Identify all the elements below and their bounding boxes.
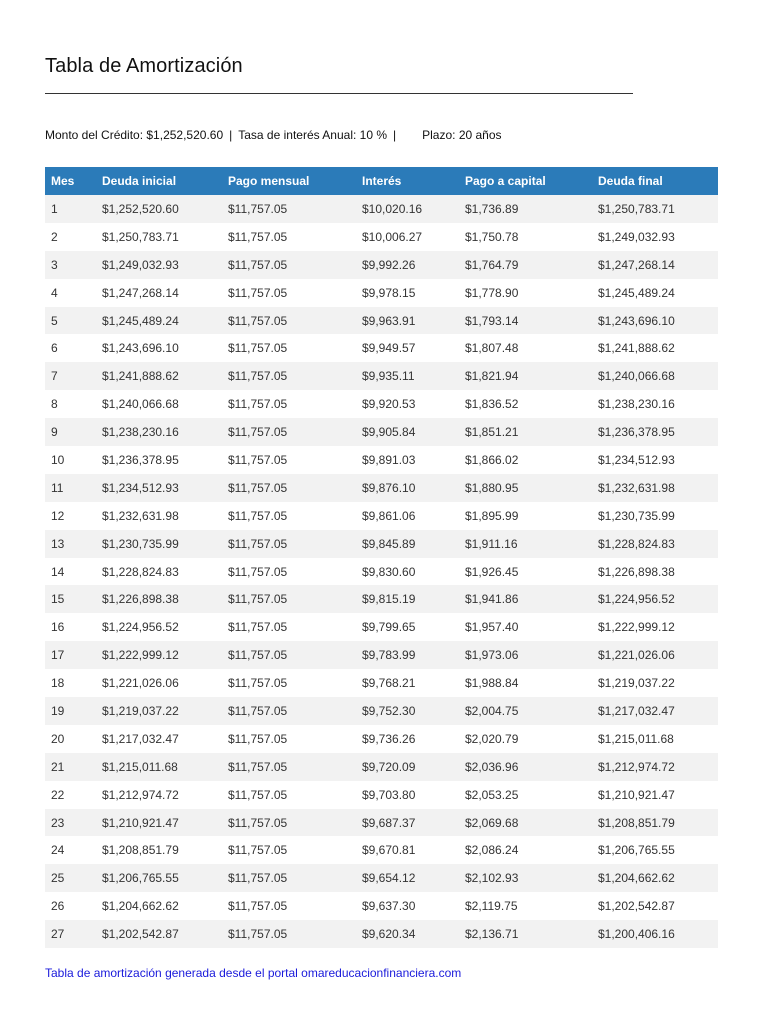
cell-mes: 22 [45,781,96,809]
cell-deuda-final: $1,202,542.87 [592,892,718,920]
cell-pago-capital: $1,750.78 [459,223,592,251]
cell-pago-capital: $1,821.94 [459,362,592,390]
cell-interes: $9,768.21 [356,669,459,697]
cell-deuda-inicial: $1,212,974.72 [96,781,222,809]
column-header-deuda-final: Deuda final [592,167,718,195]
cell-deuda-final: $1,212,974.72 [592,753,718,781]
table-row [45,836,718,864]
table-row [45,307,718,335]
cell-pago-mensual: $11,757.05 [222,530,356,558]
table-row [45,753,718,781]
cell-mes: 13 [45,530,96,558]
table-row [45,585,718,613]
cell-pago-mensual: $11,757.05 [222,585,356,613]
table-row [45,362,718,390]
title-divider [45,93,633,94]
cell-mes: 17 [45,641,96,669]
cell-pago-mensual: $11,757.05 [222,195,356,223]
cell-deuda-inicial: $1,217,032.47 [96,725,222,753]
cell-pago-capital: $2,086.24 [459,836,592,864]
cell-interes: $9,703.80 [356,781,459,809]
cell-pago-mensual: $11,757.05 [222,697,356,725]
summary-separator: | [393,128,397,142]
cell-mes: 4 [45,279,96,307]
cell-mes: 7 [45,362,96,390]
cell-deuda-final: $1,243,696.10 [592,307,718,335]
cell-mes: 27 [45,920,96,948]
table-row [45,809,718,837]
cell-pago-mensual: $11,757.05 [222,864,356,892]
cell-mes: 11 [45,474,96,502]
cell-deuda-inicial: $1,221,026.06 [96,669,222,697]
cell-mes: 19 [45,697,96,725]
table-row [45,502,718,530]
cell-pago-mensual: $11,757.05 [222,334,356,362]
cell-interes: $9,949.57 [356,334,459,362]
cell-pago-mensual: $11,757.05 [222,418,356,446]
table-row [45,641,718,669]
table-row [45,334,718,362]
cell-deuda-inicial: $1,204,662.62 [96,892,222,920]
table-row [45,669,718,697]
cell-pago-mensual: $11,757.05 [222,641,356,669]
cell-pago-capital: $1,895.99 [459,502,592,530]
cell-deuda-final: $1,247,268.14 [592,251,718,279]
cell-deuda-final: $1,219,037.22 [592,669,718,697]
summary-separator: | [229,128,233,142]
cell-pago-capital: $1,778.90 [459,279,592,307]
cell-mes: 25 [45,864,96,892]
cell-deuda-final: $1,217,032.47 [592,697,718,725]
cell-interes: $9,861.06 [356,502,459,530]
cell-pago-mensual: $11,757.05 [222,390,356,418]
table-row [45,920,718,948]
cell-pago-capital: $1,836.52 [459,390,592,418]
cell-deuda-final: $1,249,032.93 [592,223,718,251]
cell-deuda-inicial: $1,250,783.71 [96,223,222,251]
cell-pago-mensual: $11,757.05 [222,251,356,279]
cell-mes: 6 [45,334,96,362]
cell-deuda-inicial: $1,210,921.47 [96,809,222,837]
cell-mes: 18 [45,669,96,697]
cell-mes: 10 [45,446,96,474]
cell-deuda-inicial: $1,243,696.10 [96,334,222,362]
cell-deuda-final: $1,224,956.52 [592,585,718,613]
cell-deuda-final: $1,228,824.83 [592,530,718,558]
cell-pago-capital: $2,069.68 [459,809,592,837]
table-row [45,864,718,892]
cell-deuda-final: $1,222,999.12 [592,613,718,641]
source-link[interactable]: Tabla de amortización generada desde el portal omareducacionfinanciera.com [45,966,462,980]
cell-deuda-final: $1,238,230.16 [592,390,718,418]
cell-deuda-inicial: $1,245,489.24 [96,307,222,335]
cell-deuda-final: $1,230,735.99 [592,502,718,530]
table-header [45,167,718,195]
cell-deuda-inicial: $1,234,512.93 [96,474,222,502]
cell-deuda-inicial: $1,202,542.87 [96,920,222,948]
cell-deuda-final: $1,250,783.71 [592,195,718,223]
cell-deuda-final: $1,234,512.93 [592,446,718,474]
table-row [45,390,718,418]
cell-interes: $9,670.81 [356,836,459,864]
cell-deuda-final: $1,232,631.98 [592,474,718,502]
cell-interes: $9,687.37 [356,809,459,837]
table-row [45,725,718,753]
cell-mes: 5 [45,307,96,335]
cell-mes: 12 [45,502,96,530]
cell-interes: $9,783.99 [356,641,459,669]
table-row [45,892,718,920]
cell-interes: $9,845.89 [356,530,459,558]
cell-pago-capital: $1,793.14 [459,307,592,335]
cell-deuda-final: $1,236,378.95 [592,418,718,446]
cell-interes: $9,978.15 [356,279,459,307]
table-row [45,474,718,502]
table-row [45,418,718,446]
table-row [45,446,718,474]
cell-pago-capital: $1,807.48 [459,334,592,362]
cell-mes: 26 [45,892,96,920]
cell-deuda-inicial: $1,208,851.79 [96,836,222,864]
cell-deuda-inicial: $1,215,011.68 [96,753,222,781]
cell-deuda-inicial: $1,228,824.83 [96,558,222,586]
cell-pago-capital: $2,102.93 [459,864,592,892]
cell-deuda-final: $1,200,406.16 [592,920,718,948]
table-row [45,697,718,725]
cell-interes: $9,720.09 [356,753,459,781]
cell-deuda-inicial: $1,247,268.14 [96,279,222,307]
cell-pago-capital: $2,004.75 [459,697,592,725]
table-row [45,251,718,279]
cell-deuda-final: $1,204,662.62 [592,864,718,892]
cell-pago-capital: $1,851.21 [459,418,592,446]
cell-pago-mensual: $11,757.05 [222,558,356,586]
cell-deuda-inicial: $1,222,999.12 [96,641,222,669]
cell-interes: $9,935.11 [356,362,459,390]
cell-pago-capital: $2,036.96 [459,753,592,781]
cell-pago-mensual: $11,757.05 [222,781,356,809]
cell-deuda-final: $1,241,888.62 [592,334,718,362]
cell-mes: 15 [45,585,96,613]
cell-interes: $9,799.65 [356,613,459,641]
table-body [45,195,718,948]
cell-deuda-final: $1,226,898.38 [592,558,718,586]
cell-mes: 20 [45,725,96,753]
cell-pago-capital: $1,866.02 [459,446,592,474]
cell-pago-capital: $1,957.40 [459,613,592,641]
cell-mes: 8 [45,390,96,418]
cell-deuda-inicial: $1,240,066.68 [96,390,222,418]
column-header-pago-capital: Pago a capital [459,167,592,195]
column-header-mes: Mes [45,167,96,195]
cell-pago-mensual: $11,757.05 [222,669,356,697]
cell-mes: 24 [45,836,96,864]
cell-interes: $10,006.27 [356,223,459,251]
loan-term: Plazo: 20 años [422,128,502,142]
cell-pago-capital: $1,973.06 [459,641,592,669]
cell-pago-mensual: $11,757.05 [222,502,356,530]
cell-interes: $9,920.53 [356,390,459,418]
cell-pago-capital: $2,053.25 [459,781,592,809]
cell-deuda-inicial: $1,224,956.52 [96,613,222,641]
table-row [45,558,718,586]
table-row [45,613,718,641]
cell-deuda-final: $1,221,026.06 [592,641,718,669]
cell-deuda-inicial: $1,249,032.93 [96,251,222,279]
cell-mes: 3 [45,251,96,279]
cell-deuda-inicial: $1,219,037.22 [96,697,222,725]
cell-deuda-inicial: $1,241,888.62 [96,362,222,390]
header-row [45,167,718,195]
cell-mes: 2 [45,223,96,251]
cell-deuda-final: $1,206,765.55 [592,836,718,864]
cell-deuda-inicial: $1,226,898.38 [96,585,222,613]
cell-mes: 23 [45,809,96,837]
cell-deuda-inicial: $1,252,520.60 [96,195,222,223]
page-title: Tabla de Amortización [45,55,243,77]
cell-pago-capital: $1,911.16 [459,530,592,558]
column-header-deuda-inicial: Deuda inicial [96,167,222,195]
table-row [45,279,718,307]
cell-interes: $9,752.30 [356,697,459,725]
cell-pago-mensual: $11,757.05 [222,809,356,837]
cell-interes: $9,876.10 [356,474,459,502]
cell-interes: $10,020.16 [356,195,459,223]
cell-deuda-final: $1,240,066.68 [592,362,718,390]
cell-interes: $9,830.60 [356,558,459,586]
cell-mes: 14 [45,558,96,586]
cell-interes: $9,620.34 [356,920,459,948]
cell-deuda-inicial: $1,236,378.95 [96,446,222,474]
table-row [45,223,718,251]
cell-deuda-inicial: $1,238,230.16 [96,418,222,446]
annual-interest-rate: Tasa de interés Anual: 10 % [238,128,388,142]
cell-pago-capital: $2,020.79 [459,725,592,753]
cell-interes: $9,891.03 [356,446,459,474]
column-header-interes: Interés [356,167,459,195]
cell-pago-mensual: $11,757.05 [222,920,356,948]
cell-pago-mensual: $11,757.05 [222,307,356,335]
cell-pago-mensual: $11,757.05 [222,836,356,864]
cell-interes: $9,992.26 [356,251,459,279]
cell-deuda-final: $1,210,921.47 [592,781,718,809]
loan-amount: Monto del Crédito: $1,252,520.60 [45,128,224,142]
cell-mes: 21 [45,753,96,781]
cell-pago-capital: $1,988.84 [459,669,592,697]
cell-deuda-final: $1,208,851.79 [592,809,718,837]
cell-deuda-final: $1,245,489.24 [592,279,718,307]
cell-deuda-final: $1,215,011.68 [592,725,718,753]
cell-pago-mensual: $11,757.05 [222,446,356,474]
table-row [45,195,718,223]
table-row [45,530,718,558]
cell-pago-mensual: $11,757.05 [222,223,356,251]
cell-pago-mensual: $11,757.05 [222,474,356,502]
cell-deuda-inicial: $1,230,735.99 [96,530,222,558]
cell-pago-mensual: $11,757.05 [222,753,356,781]
cell-deuda-inicial: $1,232,631.98 [96,502,222,530]
cell-pago-mensual: $11,757.05 [222,279,356,307]
cell-mes: 16 [45,613,96,641]
cell-pago-capital: $2,119.75 [459,892,592,920]
cell-mes: 1 [45,195,96,223]
cell-interes: $9,963.91 [356,307,459,335]
cell-pago-mensual: $11,757.05 [222,613,356,641]
cell-interes: $9,815.19 [356,585,459,613]
cell-mes: 9 [45,418,96,446]
cell-pago-mensual: $11,757.05 [222,725,356,753]
amortization-table [45,167,718,948]
cell-pago-capital: $2,136.71 [459,920,592,948]
cell-pago-capital: $1,764.79 [459,251,592,279]
cell-interes: $9,905.84 [356,418,459,446]
cell-pago-capital: $1,736.89 [459,195,592,223]
cell-pago-capital: $1,926.45 [459,558,592,586]
column-header-pago-mensual: Pago mensual [222,167,356,195]
cell-interes: $9,654.12 [356,864,459,892]
table-row [45,781,718,809]
cell-pago-capital: $1,880.95 [459,474,592,502]
cell-pago-mensual: $11,757.05 [222,362,356,390]
cell-interes: $9,736.26 [356,725,459,753]
cell-deuda-inicial: $1,206,765.55 [96,864,222,892]
cell-interes: $9,637.30 [356,892,459,920]
loan-summary [45,128,502,142]
cell-pago-mensual: $11,757.05 [222,892,356,920]
cell-pago-capital: $1,941.86 [459,585,592,613]
